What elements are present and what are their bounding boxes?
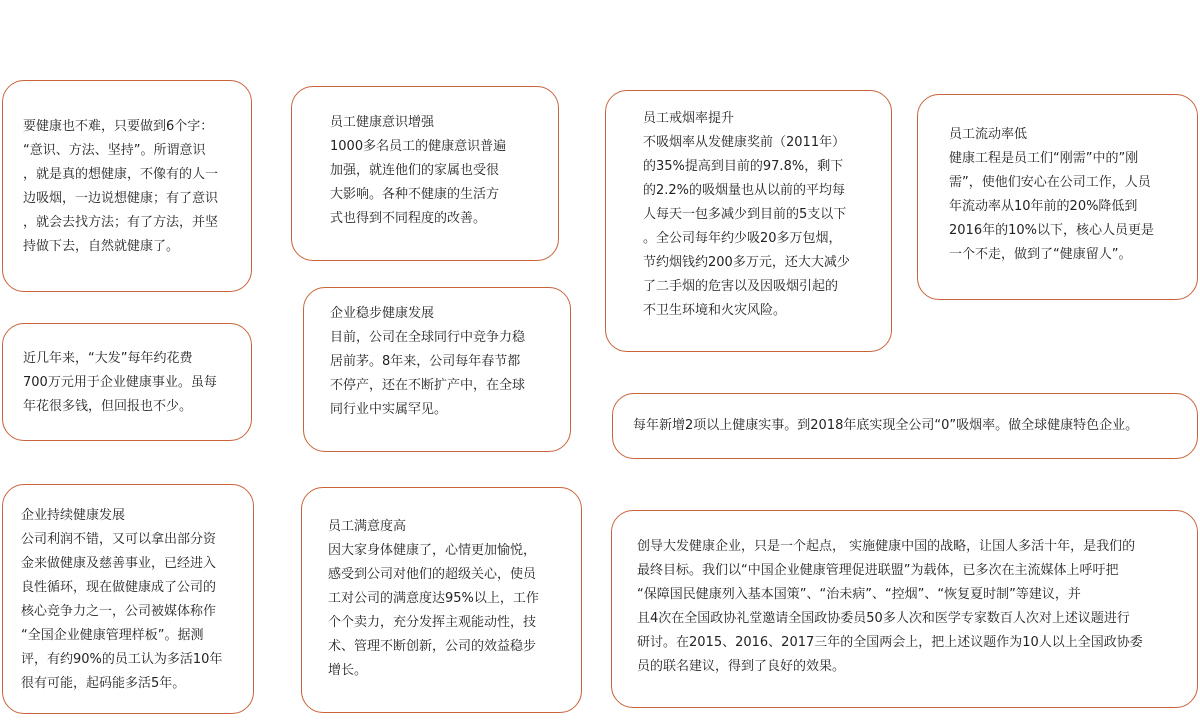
card-healthy-china-goal <box>611 510 1198 708</box>
card-smoking-quit-rate <box>605 90 892 352</box>
card-text: 企业持续健康发展 公司利润不错，又可以拿出部分资 金来做健康及慈善事业，已经进入 良性循环，现在做健康成了公司的 核心竞争力之一，公司被媒体称作 “全国企业健康管理样板”。据测 评，有约90%的员工认为多活10年 很有可能，起码能多活5年。 <box>21 508 223 691</box>
card-employee-awareness <box>291 86 559 261</box>
card-healthy-six-words <box>2 80 252 292</box>
card-text: 每年新增2项以上健康实事。到2018年底实现全公司“0”吸烟率。做全球健康特色企业。 <box>633 418 1139 433</box>
card-annual-investment <box>2 323 252 441</box>
card-annual-goals <box>612 393 1198 459</box>
card-text: 员工戒烟率提升 不吸烟率从发健康奖前（2011年） 的35%提高到目前的97.8%，剩下 的2.2%的吸烟量也从以前的平均每 人每天一包多减少到目前的5支以下 。全公司每年约少吸20多万包烟， 节约烟钱约200多万元，还大大减少 了二手烟的危害以及因吸烟引起的 不卫生环境和火灾风险。 <box>643 111 850 318</box>
card-text: 员工流动率低 健康工程是员工们“刚需”中的”刚 需”，使他们安心在公司工作，人员 年流动率从10年前的20%降低到 2016年的10%以下，核心人员更是 一个不走，做到了“健康留人”。 <box>949 127 1154 262</box>
card-low-turnover <box>917 94 1198 300</box>
card-text: 创导大发健康企业，只是一个起点， 实施健康中国的战略，让国人多活十年，是我们的 最终目标。我们以“中国企业健康管理促进联盟”为载体，已多次在主流媒体上呼吁把 “保障国民健康列入基本国策”、“治未病”、“控烟”、“恢复夏时制”等建议，并 且4次在全国政协礼堂邀请全国政协委员50多人次和医学专家数百人次对上述议题进行 研讨。在2015、2016、2017三年的全国两会上，把上述议题作为10人以上全国政协委 员的联名建议，得到了良好的效果。 <box>637 539 1143 674</box>
card-steady-development <box>303 287 571 452</box>
card-text: 要健康也不难，只要做到6个字： “意识、方法、坚持”。所谓意识 ，就是真的想健康，不像有的人一 边吸烟，一边说想健康；有了意识 ，就会去找方法；有了方法，并坚 持做下去，自然就健康了。 <box>23 119 219 254</box>
card-text: 员工满意度高 因大家身体健康了，心情更加愉悦， 感受到公司对他们的超级关心，使员 工对公司的满意度达95%以上，工作 个个卖力，充分发挥主观能动性，技 术、管理不断创新，公司的效益稳步 增长。 <box>328 519 539 678</box>
card-text: 近几年来，“大发”每年约花费 700万元用于企业健康事业。虽每 年花很多钱，但回报也不少。 <box>23 351 217 414</box>
card-employee-satisfaction <box>301 487 582 713</box>
card-text: 员工健康意识增强 1000多名员工的健康意识普遍 加强，就连他们的家属也受很 大影响。各种不健康的生活方 式也得到不同程度的改善。 <box>330 115 507 226</box>
card-text: 企业稳步健康发展 目前，公司在全球同行中竞争力稳 居前茅。8年来，公司每年春节都 不停产，还在不断扩产中，在全球 同行业中实属罕见。 <box>330 306 526 417</box>
card-sustainable-development <box>2 484 254 714</box>
